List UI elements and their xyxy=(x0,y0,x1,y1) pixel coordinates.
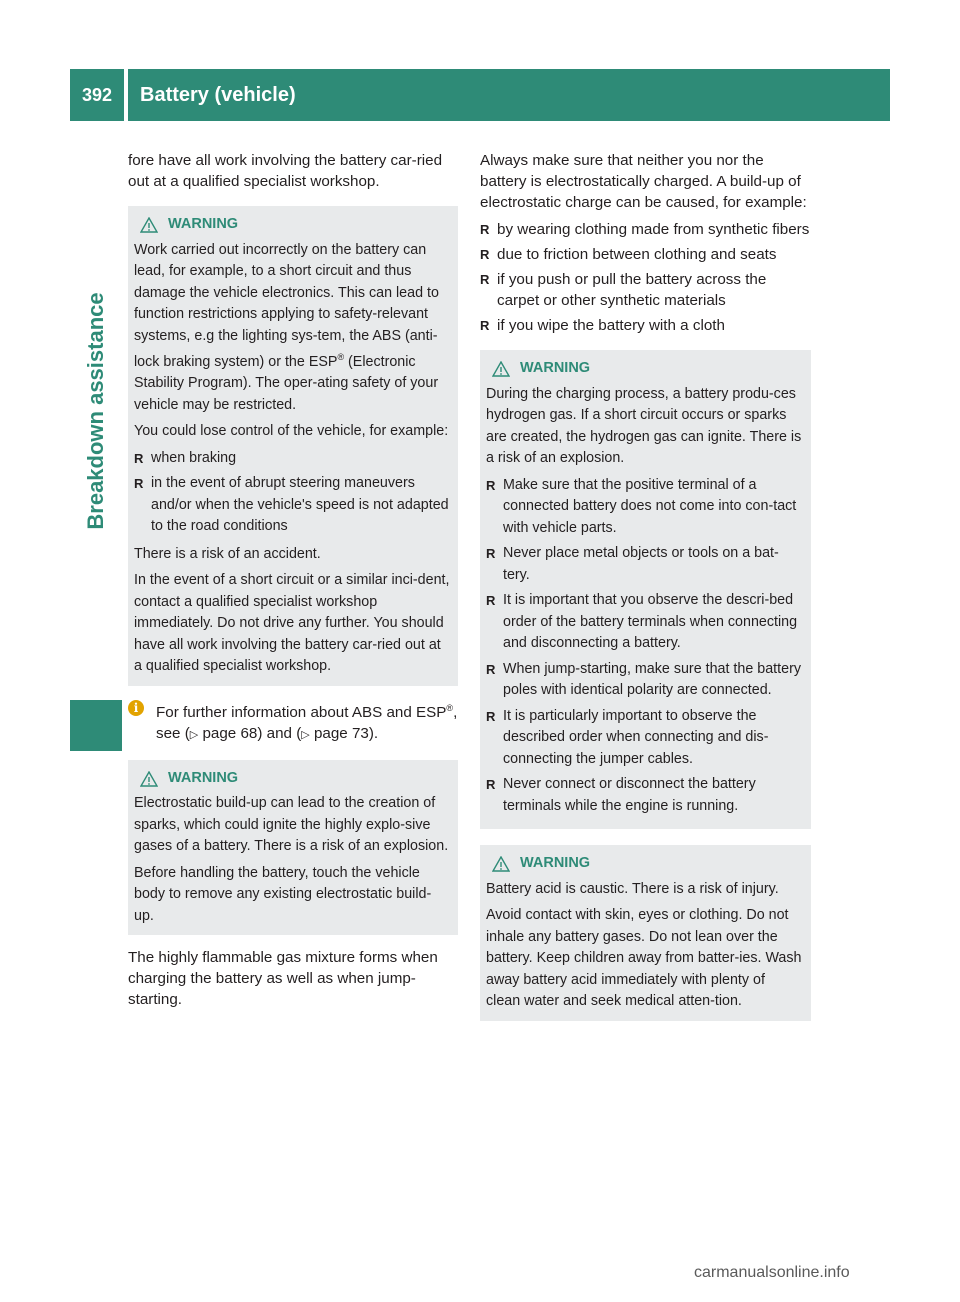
warning-triangle-icon xyxy=(492,856,510,872)
warning-text: Avoid contact with skin, eyes or clothing. Do not inhale any battery gases. Do not lean over the battery. Keep children away from batter-ies. Wash away battery acid immediately with plenty of clean water and seek medical atten-tion. xyxy=(486,907,802,1009)
right-intro-text: Always make sure that neither you nor the battery is electrostatically charged. A build-up of electrostatic charge can be caused, for example: xyxy=(480,152,807,211)
warning-box-battery-acid xyxy=(480,845,811,1021)
warning-heading xyxy=(486,853,803,875)
warning-triangle-icon xyxy=(140,771,158,787)
section-title: Battery (vehicle) xyxy=(128,69,890,121)
info-circle-icon: i xyxy=(128,700,144,716)
list-item: R When jump-starting, make sure that the battery poles with identical polarity are connected. xyxy=(486,660,801,698)
warning-title: WARNING xyxy=(168,769,239,786)
list-item: R when braking xyxy=(134,449,237,466)
left-intro-text: fore have all work involving the battery car-ried out at a qualified specialist workshop. xyxy=(128,152,443,190)
warning-box-electrostatic xyxy=(128,760,458,936)
warning-box-battery-work xyxy=(128,206,458,686)
warning-text: In the event of a short circuit or a similar inci-dent, contact a qualified specialist workshop immediately. Do not drive any further. You should have all work involving the battery car-ried out at a qualified specialist workshop. xyxy=(134,572,450,675)
warning-box-hydrogen xyxy=(480,350,811,829)
sidebar-chapter-label xyxy=(70,121,122,701)
list-item: R in the event of abrupt steering maneuvers and/or when the vehicle's speed is not adapted to the road conditions xyxy=(134,475,449,535)
list-item: R Make sure that the positive terminal of a connected battery does not come into con-tact with vehicle parts. xyxy=(486,476,797,536)
list-item: R if you wipe the battery with a cloth xyxy=(480,317,725,334)
list-item: R It is particularly important to observe the described order when connecting and dis-connecting the jumper cables. xyxy=(486,707,769,767)
warning-heading xyxy=(134,214,450,236)
info-note xyxy=(128,698,458,746)
warning-text: Battery acid is caustic. There is a risk of injury. xyxy=(486,880,779,897)
watermark: carmanualsonline.info xyxy=(694,1264,850,1281)
warning-text: There is a risk of an accident. xyxy=(134,545,321,562)
page-number: 392 xyxy=(70,69,124,121)
warning-triangle-icon xyxy=(492,361,510,377)
info-text: For further information about ABS and ESP®, see (▷ page 68) and (▷ page 73). xyxy=(156,702,458,742)
warning-title: WARNING xyxy=(520,855,591,871)
list-item: R by wearing clothing made from synthetic fibers xyxy=(480,221,810,238)
page-ref-arrow-icon: ▷ xyxy=(301,728,310,741)
left-outro-text: The highly flammable gas mixture forms when charging the battery as well as when jump-starting. xyxy=(128,949,438,1009)
warning-heading xyxy=(134,768,450,790)
list-item: R Never connect or disconnect the battery terminals while the engine is running. xyxy=(486,776,756,814)
warning-text: Electrostatic build-up can lead to the creation of sparks, which could ignite the highly explo-sive gases of a battery. There is a risk of an explosion. xyxy=(134,795,449,855)
electrostatic-causes-list xyxy=(480,219,811,336)
warning-text: You could lose control of the vehicle, for example: xyxy=(134,423,449,440)
list-item: R due to friction between clothing and seats xyxy=(480,246,777,263)
warning-triangle-icon xyxy=(140,217,158,233)
right-column xyxy=(480,150,811,1033)
warning-text: Before handling the battery, touch the vehicle body to remove any existing electrostatic build-up. xyxy=(134,864,432,924)
list-item: R if you push or pull the battery across the carpet or other synthetic materials xyxy=(480,271,767,309)
warning-text: Work carried out incorrectly on the battery can lead, for example, to a short circuit and thus damage the vehicle electronics. This can lead to function restrictions applying to safety-relevant systems, e.g the lighting sys-tem, the ABS (anti-lock braking system) or the ESP® (Electronic Stability Program). The oper-ating safety of your vehicle may be restricted. xyxy=(134,241,439,413)
chapter-label-text: Breakdown assistance xyxy=(83,292,108,530)
list-item: R It is important that you observe the descri-bed order of the battery terminals when connecting and disconnecting a battery. xyxy=(486,592,798,651)
warning-bullet-list xyxy=(134,448,450,538)
warning-bullet-list xyxy=(486,475,803,818)
page-ref-arrow-icon: ▷ xyxy=(189,728,199,741)
page-header xyxy=(70,69,890,121)
warning-title: WARNING xyxy=(168,216,239,232)
warning-text: During the charging process, a battery produ-ces hydrogen gas. If a short circuit occurs or sparks are created, the hydrogen gas can ignite. There is a risk of an explosion. xyxy=(486,385,802,466)
warning-heading xyxy=(486,358,803,380)
list-item: R Never place metal objects or tools on a bat-tery. xyxy=(486,545,779,583)
warning-title: WARNING xyxy=(520,360,591,376)
left-column xyxy=(128,150,458,1016)
chapter-tab-marker xyxy=(70,700,122,751)
